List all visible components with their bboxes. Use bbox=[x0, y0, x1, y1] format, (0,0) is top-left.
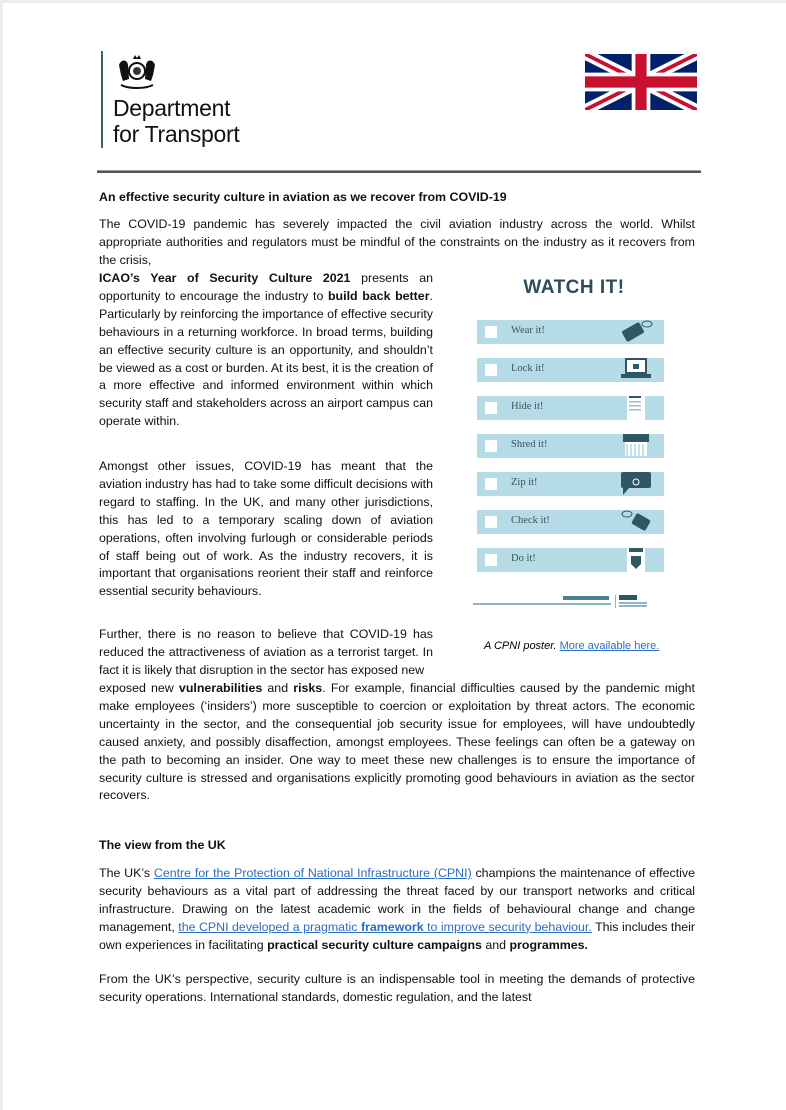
section-title-view-from-uk: The view from the UK bbox=[99, 838, 226, 852]
header-divider bbox=[97, 170, 701, 173]
link-text-bold: framework bbox=[360, 919, 424, 934]
poster-item bbox=[477, 396, 664, 420]
poster-item-label: Hide it! bbox=[511, 401, 544, 412]
poster-item bbox=[477, 548, 664, 572]
poster-caption bbox=[484, 640, 659, 652]
poster-item bbox=[477, 510, 664, 534]
article-title: An effective security culture in aviation as we recover from COVID-19 bbox=[99, 190, 507, 204]
paragraph-1-continued bbox=[99, 270, 433, 431]
checkbox-icon bbox=[485, 478, 497, 490]
locked-laptop-icon bbox=[619, 354, 653, 384]
logo-line-2: for Transport bbox=[113, 121, 240, 147]
campaigns-bold: practical security culture campaigns bbox=[267, 937, 482, 952]
text-run: presents an opportunity to encourage the industry to bbox=[99, 271, 434, 303]
poster-title: WATCH IT! bbox=[523, 277, 625, 298]
text-run: This includes their own experiences in facilitating bbox=[99, 919, 695, 952]
poster-item-label: Check it! bbox=[511, 515, 550, 526]
cpni-link[interactable]: Centre for the Protection of National Infrastructure (CPNI) bbox=[153, 866, 472, 880]
text-run: The UK’s bbox=[99, 866, 154, 880]
cpni-framework-link[interactable] bbox=[178, 920, 592, 934]
paragraph-3-narrow bbox=[99, 626, 433, 680]
poster-item bbox=[477, 358, 664, 382]
visitor-pass-icon bbox=[619, 506, 653, 536]
logo-line-1: Department bbox=[113, 95, 231, 121]
risks-bold: risks bbox=[293, 681, 323, 695]
royal-coat-of-arms-icon bbox=[113, 51, 161, 91]
document-icon bbox=[619, 392, 653, 422]
text-run: Further, there is no reason to believe that COVID-19 has reduced the attractiveness of aviation as a terrorist target. In fact it is likely that disruption in the sector has exposed new bbox=[99, 627, 433, 677]
vulnerabilities-bold: vulnerabilities bbox=[178, 681, 263, 695]
poster-item-label: Do it! bbox=[511, 553, 536, 564]
poster-item-label: Shred it! bbox=[511, 439, 548, 450]
cpni-poster-image bbox=[469, 265, 679, 615]
poster-footer bbox=[473, 595, 675, 609]
paragraph-5: From the UK’s perspective, security culture is an indispensable tool in meeting the demands of protective security operations. International standards, domestic regulation, and the latest bbox=[99, 972, 695, 1004]
checkbox-icon bbox=[485, 516, 497, 528]
more-available-link[interactable]: More available here. bbox=[559, 640, 660, 652]
text-run: champions the maintenance of effective security behaviours as a vital part of addressing the threat faced by our transport networks and critical infrastructure. Drawing on the latest academic work in the fields of behavioural change and change management, bbox=[99, 866, 695, 934]
union-jack-flag-icon bbox=[585, 54, 697, 110]
build-back-better-bold: build back better bbox=[327, 288, 430, 303]
poster-item bbox=[477, 320, 664, 344]
paragraph-4 bbox=[99, 865, 695, 955]
shredder-icon bbox=[619, 430, 653, 460]
paragraph-1-intro: The COVID-19 pandemic has severely impacted the civil aviation industry across the world. Whilst appropriate authorities and regulators must be mindful of the constraints on the industry as it recovers from the crisis, bbox=[99, 217, 695, 267]
text-run: . Particularly by reinforcing the importance of effective security behaviours in a returning workforce. In broad terms, building an effective security culture is an opportunity, and shouldn’t be viewed as a cost or burden. At its best, it is the creation of a more effective and informed environment within which security staff and stakeholders across an airport campus can operate within. bbox=[99, 288, 433, 429]
programmes-bold: programmes. bbox=[509, 937, 588, 952]
link-text: the CPNI developed a pragmatic bbox=[178, 919, 361, 934]
text-run: . For example, financial difficulties caused by the pandemic might make employees (‘insiders’) more susceptible to coercion or exploitation by threat actors. The economic uncertainty in the sector, and the consequential job security issue for employees, will have undoubtedly caused anxiety, and possibly disaffection, amongst employees. These feelings can often be a gateway on the path to becoming an insider. One way to meet these new challenges is to ensure the importance of security culture is stressed and organisations explicitly promoting good behaviours in aviation as the sector recovers. bbox=[99, 681, 695, 803]
paragraph-3-wide bbox=[99, 680, 695, 805]
confidential-speech-bubble-icon bbox=[619, 468, 653, 498]
poster-item-label: Zip it! bbox=[511, 477, 538, 488]
text-run: and bbox=[262, 681, 294, 695]
checkbox-icon bbox=[485, 554, 497, 566]
dft-logo bbox=[101, 51, 271, 151]
logo-text bbox=[113, 95, 240, 147]
poster-item bbox=[477, 472, 664, 496]
checkbox-icon bbox=[485, 440, 497, 452]
poster-item-label: Wear it! bbox=[511, 325, 545, 336]
icao-year-bold: ICAO’s Year of Security Culture 2021 bbox=[99, 271, 351, 285]
poster-item bbox=[477, 434, 664, 458]
poster-item-label: Lock it! bbox=[511, 363, 545, 374]
link-text: to improve security behaviour. bbox=[423, 919, 592, 934]
security-policy-shield-icon bbox=[619, 544, 653, 574]
paragraph-2: Amongst other issues, COVID-19 has meant that the aviation industry has had to take some difficult decisions with regard to staffing. In the UK, and many other jurisdictions, this has led to a temporary scaling down of aviation operations, often involving furlough or considerable periods of staff being out of work. As the industry recovers, it is important that organisations reorient their staff and reinforce essential security behaviours. bbox=[99, 459, 433, 599]
pass-tag-icon bbox=[619, 316, 653, 346]
caption-text: A CPNI poster. bbox=[484, 640, 557, 652]
text-run: and bbox=[481, 937, 510, 952]
checkbox-icon bbox=[485, 402, 497, 414]
checkbox-icon bbox=[485, 364, 497, 376]
logo-accent-bar bbox=[101, 51, 103, 148]
checkbox-icon bbox=[485, 326, 497, 338]
text-run: exposed new bbox=[99, 681, 179, 695]
document-page bbox=[3, 3, 786, 1110]
